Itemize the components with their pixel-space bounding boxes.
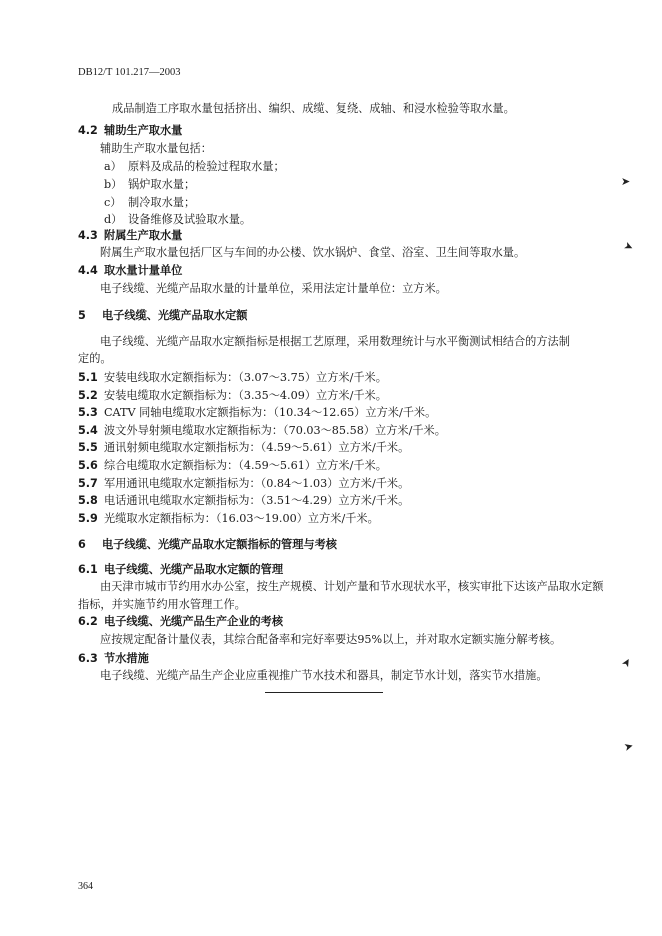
section-4-3-body: 附属生产取水量包括厂区与车间的办公楼、饮水锅炉、食堂、浴室、卫生间等取水量。 xyxy=(100,246,526,259)
item-number: 5.9 xyxy=(78,512,98,525)
scan-mark-icon: ➤ xyxy=(622,739,635,754)
section-6-2-body: 应按规定配备计量仪表，其综合配备率和完好率要达95%以上，并对取水定额实施分解考核。 xyxy=(100,633,562,646)
section-4-4-body: 电子线缆、光缆产品取水量的计量单位，采用法定计量单位：立方米。 xyxy=(100,282,447,295)
item-text: 安装电线取水定额指标为：（3.07～3.75）立方米/千米。 xyxy=(104,371,387,384)
section-4-4-heading xyxy=(78,264,182,278)
section-title: 附属生产取水量 xyxy=(104,229,183,242)
section-6-3-heading xyxy=(78,652,149,666)
item-text: 光缆取水定额指标为：（16.03～19.00）立方米/千米。 xyxy=(104,512,379,525)
section-4-3-heading xyxy=(78,229,182,243)
scan-mark-icon: ➤ xyxy=(618,655,635,670)
list-item xyxy=(78,477,409,491)
list-item xyxy=(78,406,436,420)
section-5-heading xyxy=(78,309,247,323)
item-number: 5.6 xyxy=(78,459,98,472)
list-item-text: 设备维修及试验取水量。 xyxy=(128,213,252,226)
item-text: 波文外导射频电缆取水定额指标为：（70.03～85.58）立方米/千米。 xyxy=(104,424,446,437)
list-item xyxy=(78,441,409,455)
section-title: 电子线缆、光缆产品取水定额的管理 xyxy=(104,563,284,576)
section-6-1-line2: 指标，并实施节约用水管理工作。 xyxy=(78,598,246,611)
section-number: 6 xyxy=(78,538,86,551)
list-item xyxy=(78,424,446,438)
intro-line: 成品制造工序取水量包括挤出、编织、成缆、复绕、成轴、和浸水检验等取水量。 xyxy=(112,102,515,115)
list-item-label: c） xyxy=(104,196,122,209)
list-item-label: d） xyxy=(104,213,123,226)
list-item xyxy=(78,494,409,508)
item-number: 5.1 xyxy=(78,371,98,384)
list-item xyxy=(104,160,285,174)
section-number: 6.1 xyxy=(78,563,98,576)
document-id: DB12/T 101.217—2003 xyxy=(78,67,181,78)
section-number: 6.3 xyxy=(78,652,98,665)
section-title: 电子线缆、光缆产品生产企业的考核 xyxy=(104,615,284,628)
end-rule xyxy=(265,692,383,693)
item-text: 综合电缆取水定额指标为：（4.59～5.61）立方米/千米。 xyxy=(104,459,387,472)
list-item-label: a） xyxy=(104,160,122,173)
section-number: 4.4 xyxy=(78,264,98,277)
list-item xyxy=(78,459,387,473)
section-title: 电子线缆、光缆产品取水定额 xyxy=(102,309,248,322)
section-4-2-heading xyxy=(78,124,182,138)
item-text: 军用通讯电缆取水定额指标为：（0.84～1.03）立方米/千米。 xyxy=(104,477,410,490)
section-6-heading xyxy=(78,538,337,552)
section-6-1-heading xyxy=(78,563,283,577)
item-text: CATV 同轴电缆取水定额指标为：（10.34～12.65）立方米/千米。 xyxy=(104,406,437,419)
item-text: 电话通讯电缆取水定额指标为：（3.51～4.29）立方米/千米。 xyxy=(104,494,410,507)
section-4-2-lead: 辅助生产取水量包括： xyxy=(100,142,212,155)
list-item xyxy=(104,213,251,227)
section-6-1-line1: 由天津市城市节约用水办公室，按生产规模、计划产量和节水现状水平，核实审批下达该产品取水定额 xyxy=(100,580,604,593)
list-item xyxy=(104,178,195,192)
item-number: 5.4 xyxy=(78,424,98,437)
list-item-text: 原料及成品的检验过程取水量； xyxy=(128,160,285,173)
section-title: 电子线缆、光缆产品取水定额指标的管理与考核 xyxy=(102,538,337,551)
list-item-text: 制冷取水量； xyxy=(128,196,196,209)
list-item xyxy=(78,512,379,526)
list-item xyxy=(104,196,195,210)
item-text: 安装电缆取水定额指标为：（3.35～4.09）立方米/千米。 xyxy=(104,389,387,402)
list-item-label: b） xyxy=(104,178,123,191)
section-title: 节水措施 xyxy=(104,652,149,665)
scan-mark-icon: ➤ xyxy=(621,175,631,188)
section-number: 4.3 xyxy=(78,229,98,242)
list-item-text: 锅炉取水量； xyxy=(128,178,196,191)
list-item xyxy=(78,371,387,385)
section-number: 4.2 xyxy=(78,124,98,137)
section-number: 5 xyxy=(78,309,86,322)
item-number: 5.5 xyxy=(78,441,98,454)
item-number: 5.8 xyxy=(78,494,98,507)
scan-mark-icon: ➤ xyxy=(621,238,636,255)
section-6-3-body: 电子线缆、光缆产品生产企业应重视推广节水技术和器具，制定节水计划，落实节水措施。 xyxy=(100,669,548,682)
section-title: 取水量计量单位 xyxy=(104,264,183,277)
section-number: 6.2 xyxy=(78,615,98,628)
section-5-para-line2: 定的。 xyxy=(78,352,112,365)
item-number: 5.2 xyxy=(78,389,98,402)
section-6-2-heading xyxy=(78,615,283,629)
item-number: 5.7 xyxy=(78,477,98,490)
item-number: 5.3 xyxy=(78,406,98,419)
list-item xyxy=(78,389,387,403)
page-number: 364 xyxy=(78,881,93,892)
item-text: 通讯射频电缆取水定额指标为：（4.59～5.61）立方米/千米。 xyxy=(104,441,410,454)
section-5-para-line1: 电子线缆、光缆产品取水定额指标是根据工艺原理，采用数理统计与水平衡测试相结合的方法制 xyxy=(100,335,570,348)
section-title: 辅助生产取水量 xyxy=(104,124,183,137)
